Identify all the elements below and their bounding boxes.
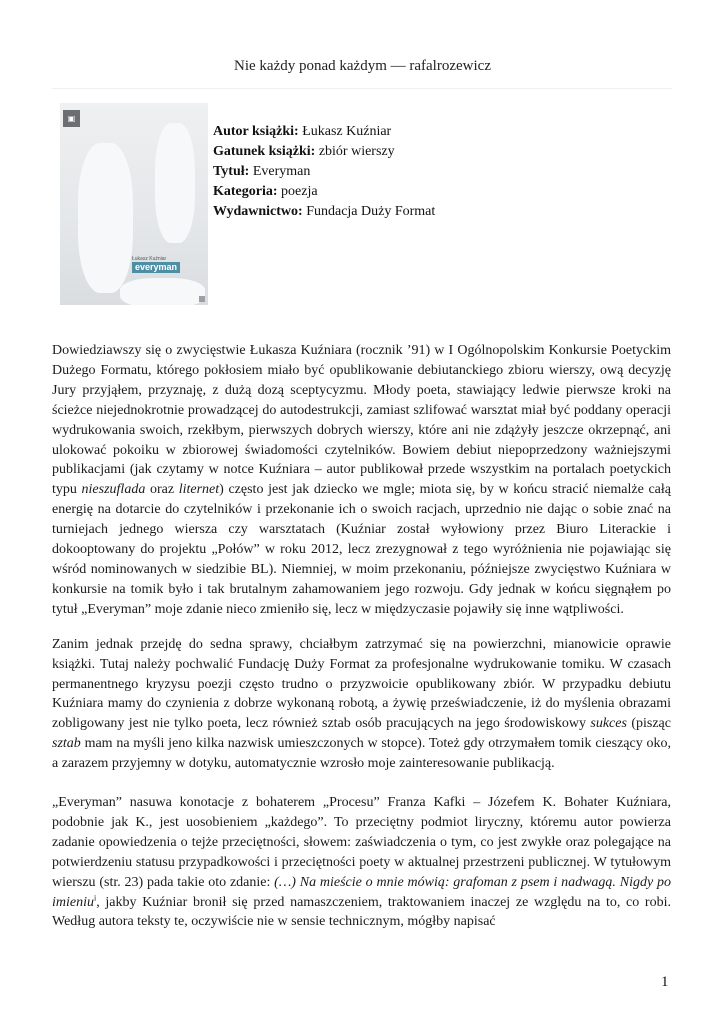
cover-figure-shape xyxy=(78,143,133,293)
meta-row-genre: Gatunek książki: zbiór wierszy xyxy=(213,144,395,159)
article-body xyxy=(52,341,671,947)
meta-row-title: Tytuł: Everyman xyxy=(213,164,311,179)
paragraph: Zanim jednak przejdę do sedna sprawy, chciałbym zatrzymać się na powierzchni, mianowicie oprawie książki. Tutaj należy pochwalić Fundację Duży Format za profesjonalne wydrukowanie tomiku. W czasach permanentnego kryzysu poezji często trudno o przyzwoicie opublikowany zbiór. W przypadku debiutu Kuźniara mamy do czynienia z dobrze wykonaną robotą, a żywię przeświadczenie, iż do myślenia obrazami zobligowany jest nie tylko poeta, lecz również sztab osób pracujących na jego środowiskowy sukces (pisząc sztab mam na myśli jeno kilka nazwisk umieszczonych w stopce). Toteż gdy otrzymałem tomik cieszący oko, a zarazem przyjemny w dotyku, automatycznie wzrosło moje zainteresowanie publikacją. xyxy=(52,636,671,772)
cover-figure-shape xyxy=(120,278,205,305)
cover-title: everyman xyxy=(132,262,180,273)
meta-row-author: Autor książki: Łukasz Kuźniar xyxy=(213,124,392,139)
paragraph: Dowiedziawszy się o zwycięstwie Łukasza Kuźniara (rocznik ’91) w I Ogólnopolskim Konkursie Poetyckim Dużego Formatu, którego pokłosiem miało być opublikowanie debiutanckiego zbioru wierszy, ową decyzję Jury przyjąłem, przyznaję, z dużą dozą sceptycyzmu. Młody poeta, stawiający ledwie pierwsze kroki na ścieżce niejednokrotnie prowadzącej do autodestrukcji, zamiast szlifować warsztat miał być poddany operacji wydrukowania swoich, rzekłbym, pierwszych dobrych wierszy, które ani nie zdążyły jeszcze okrzepnąć, ani ulokować pokoiku w zbiorowej świadomości czytelników. Bowiem debiut niepoprzedzony ważniejszymi publikacjami (jak czytamy w notce Kuźniara – autor publikował przede wszystkim na portalach poetyckich typu nieszuflada oraz liternet) często jest jak dziecko we mgle; miota się, by w końcu stracić niemalże całą energię na dotarcie do czytelników i przekonanie ich o swoich racjach, uprzednio nie dając o sobie znać na turniejach jednego wiersza czy warsztatach (Kuźniar został wyłowiony przez Biuro Literackie i dokooptowany do projektu „Połów” w roku 2012, lecz zrezygnował z tego wyróżnienia nie pojawiając się wśród nominowanych w siedzibie BL). Niemniej, w moim przekonaniu, późniejsze zwycięstwo Kuźniara w konkursie na tomik było i tak brutalnym zahamowaniem jego rozwoju. Gdy jednak w końcu sięgnąłem po tytuł „Everyman” moje zdanie nieco zmieniło się, lecz w międzyczasie pojawiły się inne wątpliwości. xyxy=(52,343,671,617)
book-metadata xyxy=(213,122,653,222)
page-header: Nie każdy ponad każdym — rafalrozewicz xyxy=(234,58,491,74)
paragraph: „Everyman” nasuwa konotacje z bohaterem „Procesu” Franza Kafki – Józefem K. Bohater Kuźniara, podobnie jak K., jest uosobieniem „każdego”. To przeciętny podmiot liryczny, któremu autor powierza zadanie opowiedzenia o tejże przeciętności, słowem: zaświadczenia o tym, co jest zwykłe oraz polegające na potwierdzeniu statusu przypadkowości i przeciętności poety w aktualnej przestrzeni publicznej. W tytułowym wierszu (str. 23) pada takie oto zdanie: (…) Na mieście o mnie mówią: grafoman z psem i nadwagą. Nigdy po imieniu$^i$, jakby Kuźniar bronił się przed namaszczeniem, traktowaniem inaczej ze względu na to, co robi. Według autora teksty te, oczywiście nie w sensie technicznym, mógłby napisać xyxy=(52,795,671,930)
book-cover xyxy=(60,103,208,305)
publisher-badge-icon: ▣ xyxy=(63,110,80,127)
meta-row-category: Kategoria: poezja xyxy=(213,184,318,199)
page-number: 1 xyxy=(661,974,669,990)
footnote-marker: i xyxy=(94,892,97,902)
meta-row-publisher: Wydawnictwo: Fundacja Duży Format xyxy=(213,204,436,219)
cover-author: Łukasz Kuźniar xyxy=(132,256,167,262)
cover-logo-icon xyxy=(199,296,205,302)
cover-figure-shape xyxy=(155,123,195,243)
header-divider xyxy=(52,88,672,89)
